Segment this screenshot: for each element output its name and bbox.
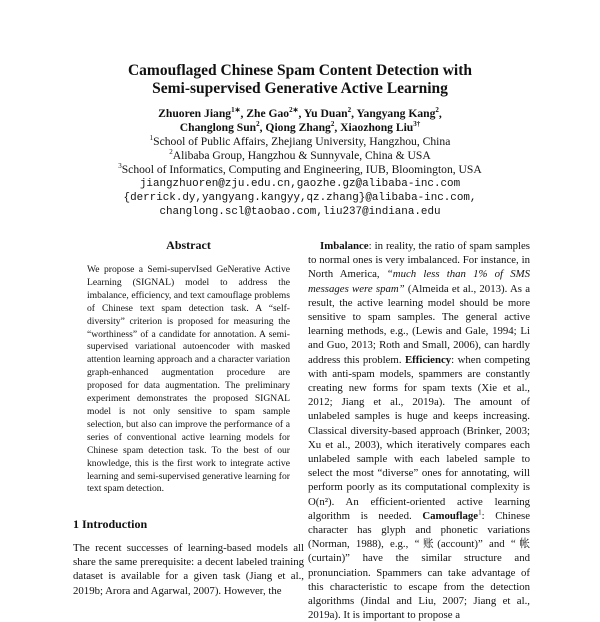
affiliation-3: $^3$School of Informatics, Computing and Engineering, IUB, Bloomington, USA bbox=[118, 162, 482, 176]
right-column-body: Imbalance: in reality, the ratio of spam samples to normal ones is very imbalanced. For instance, in North America, “much less than 1% of SMS messages were spam” (Almeida et al., 2013). As a result, the active learning model should be more sensitive to spam samples. The general active learning methods, e.g., (Lewis and Gale, 1994; Li and Guo, 2013; Roth and Small, 2006), can hardly address this problem. Efficiency: when competing with anti-spam models, spammers are constantly creating new forms for spam texts (Xie et al., 2012; Jiang et al., 2019a). The amount of unlabeled samples is huge and keeps increasing. Classical diversity-based approach (Brinker, 2003; Xu et al., 2003), which iteratively compares each unlabeled sample with each labeled sample to select the most “diverse” ones for annotating, will perform poorly as its computational complexity is O(n²). An efficient-oriented active learning algorithm is needed. Camouflage$^1$: Chinese character has glyph and phonetic variations (Norman, 1988), e.g., “账(account)” and “帐(curtain)” have the similar structure and pronunciation. Spammers can take advantage of this characteristic to escape from the detection algorithms (Jindal and Liu, 2007; Jiang et al., 2019a). It is important to propose a bbox=[308, 240, 530, 622]
camouflage-label: Camouflage bbox=[422, 509, 479, 522]
abstract-body: We propose a Semi-supervIsed GeNerative Active Learning (SIGNAL) model to address the imbalance, efficiency, and text camouflage problems of Chinese text spam detection task. A “self-diversity” criterion is proposed for measuring the “worthiness” of a candidate for annotation. A semi-supervised variational autoencoder with masked attention learning approach and a character variation graph-enhanced augmentation procedure are proposed for data augmentation. The preliminary experiment demonstrates the proposed SIGNAL model is not only sensitive to spam sample selection, but also can improve the performance of a series of conventional active learning models for Chinese spam detection task. To the best of our knowledge, this is the first work to integrate active learning and semi-supervised generative learning for text spam detection. bbox=[87, 264, 290, 495]
authors-line-2: Changlong Sun$^2$, Qiong Zhang$^2$, Xiaozhong Liu$^{3\dagger}$ bbox=[179, 120, 421, 134]
email-line-1: jiangzhuoren@zju.edu.cn,gaozhe.gz@alibaba-inc.com bbox=[139, 178, 461, 190]
section-heading-introduction: 1 Introduction bbox=[73, 517, 148, 531]
abstract-heading: Abstract bbox=[166, 238, 211, 252]
affiliation-1: $^1$School of Public Affairs, Zhejiang University, Hangzhou, China bbox=[149, 134, 451, 148]
paper-title-line-1: Camouflaged Chinese Spam Content Detection with bbox=[127, 62, 472, 79]
email-line-3: changlong.scl@taobao.com,liu237@indiana.edu bbox=[159, 206, 441, 218]
paper-title-line-2: Semi-supervised Generative Active Learning bbox=[152, 80, 448, 97]
efficiency-label: Efficiency bbox=[404, 353, 452, 366]
affiliation-2: $^2$Alibaba Group, Hangzhou & Sunnyvale, China & USA bbox=[169, 148, 431, 162]
authors-line-1: Zhuoren Jiang$^{1∗}$, Zhe Gao$^{2∗}$, Yu Duan$^2$, Yangyang Kang$^2$, bbox=[158, 106, 442, 120]
email-line-2: {derrick.dy,yangyang.kangyy,qz.zhang}@alibaba-inc.com, bbox=[123, 192, 477, 204]
introduction-body: The recent successes of learning-based models all share the same prerequisite: a decent labeled training dataset is available for a given task (Jiang et al., 2019b; Arora and Agarwal, 2007). However, the bbox=[73, 542, 304, 597]
imbalance-quote: “much less than 1% of SMS messages were spam” bbox=[308, 268, 530, 295]
imbalance-label: Imbalance bbox=[320, 240, 369, 252]
